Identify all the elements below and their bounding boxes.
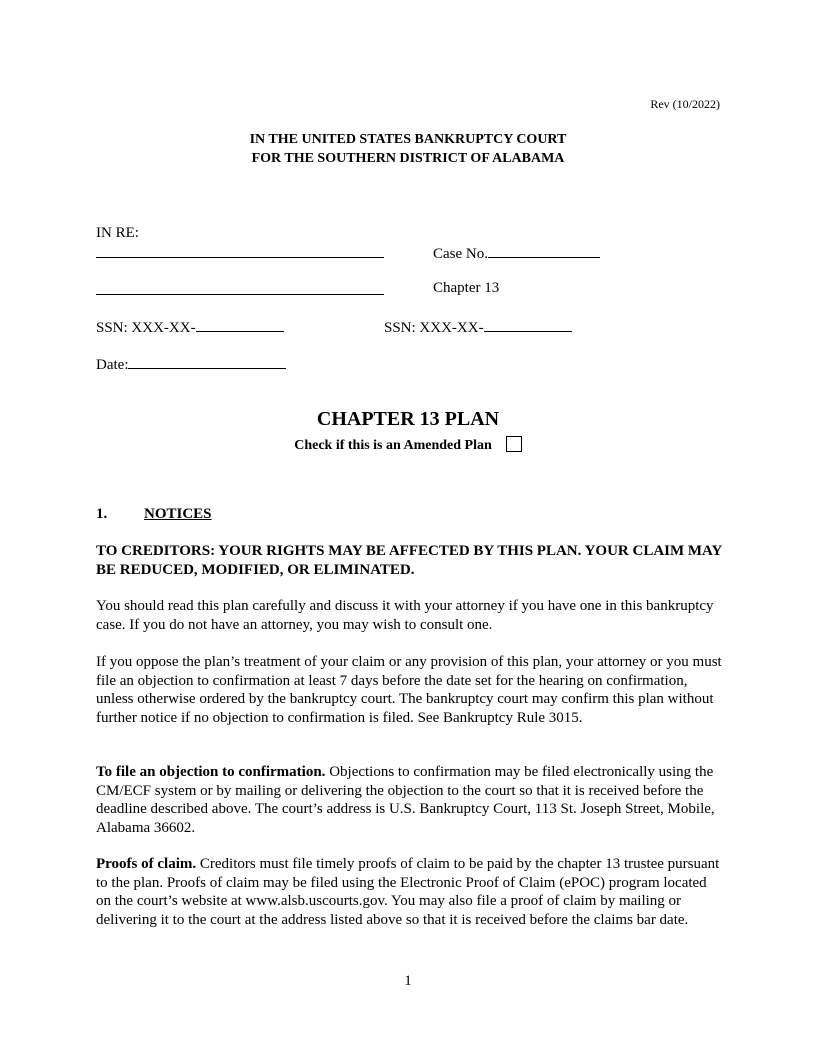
section-title-notices: NOTICES — [144, 506, 212, 522]
court-name-line2: FOR THE SOUTHERN DISTRICT OF ALABAMA — [251, 151, 565, 166]
objection-paragraph — [96, 763, 722, 837]
objection-text: Objections to confirmation may be filed electronically using the CM/ECF system or by mailing or delivering the objection to the court so that it is received before the deadline described above. The court’s address is U.S. Bankruptcy Court, 113 St. Joseph Street, Mobile, Alabama 36602. — [96, 764, 715, 836]
revision-label: Rev (10/2022) — [650, 97, 720, 111]
plan-title: CHAPTER 13 PLAN — [316, 408, 500, 430]
notice-paragraph-1: You should read this plan carefully and discuss it with your attorney if you have one in this bankruptcy case. If you do not have an attorney, you may wish to consult one. — [96, 598, 714, 633]
date-field[interactable] — [96, 354, 286, 374]
ssn-label-2: SSN: XXX-XX- — [384, 320, 484, 336]
proofs-lead: Proofs of claim. — [96, 856, 197, 872]
in-re-label: IN RE: — [96, 225, 139, 241]
proofs-of-claim-paragraph — [96, 855, 722, 929]
amended-plan-label: Check if this is an Amended Plan — [294, 438, 492, 453]
ssn-field-2[interactable] — [384, 317, 572, 337]
debtor-name-line-1[interactable] — [96, 243, 384, 263]
case-number-field[interactable] — [433, 243, 600, 263]
case-number-label: Case No. — [433, 246, 488, 262]
amended-plan-checkbox[interactable] — [506, 436, 522, 452]
debtor-name-line-2[interactable] — [96, 280, 384, 300]
amended-plan-row — [0, 436, 816, 454]
page-number: 1 — [404, 973, 412, 989]
ssn-label-1: SSN: XXX-XX- — [96, 320, 196, 336]
section-number: 1. — [96, 506, 108, 522]
creditor-warning: TO CREDITORS: YOUR RIGHTS MAY BE AFFECTED BY THIS PLAN. YOUR CLAIM MAY BE REDUCED, MODIFIED, OR ELIMINATED. — [96, 543, 722, 578]
date-label: Date: — [96, 357, 129, 373]
chapter-label: Chapter 13 — [433, 280, 500, 296]
proofs-text: Creditors must file timely proofs of claim to be paid by the chapter 13 trustee pursuant to the plan. Proofs of claim may be filed using the Electronic Proof of Claim (ePOC) program located on the court’s website at www.alsb.uscourts.gov. You may also file a proof of claim by mailing or delivering it to the court at the address listed above so that it is received before the claims bar date. — [96, 856, 720, 928]
ssn-field-1[interactable] — [96, 317, 284, 337]
objection-lead: To file an objection to confirmation. — [96, 764, 326, 780]
court-name-line1: IN THE UNITED STATES BANKRUPTCY COURT — [249, 132, 567, 147]
notice-paragraph-2: If you oppose the plan’s treatment of your claim or any provision of this plan, your attorney or you must file an objection to confirmation at least 7 days before the date set for the hearing on confirmation, unless otherwise ordered by the bankruptcy court. The bankruptcy court may confirm this plan without further notice if no objection to confirmation is filed. See Bankruptcy Rule 3015. — [96, 654, 722, 726]
